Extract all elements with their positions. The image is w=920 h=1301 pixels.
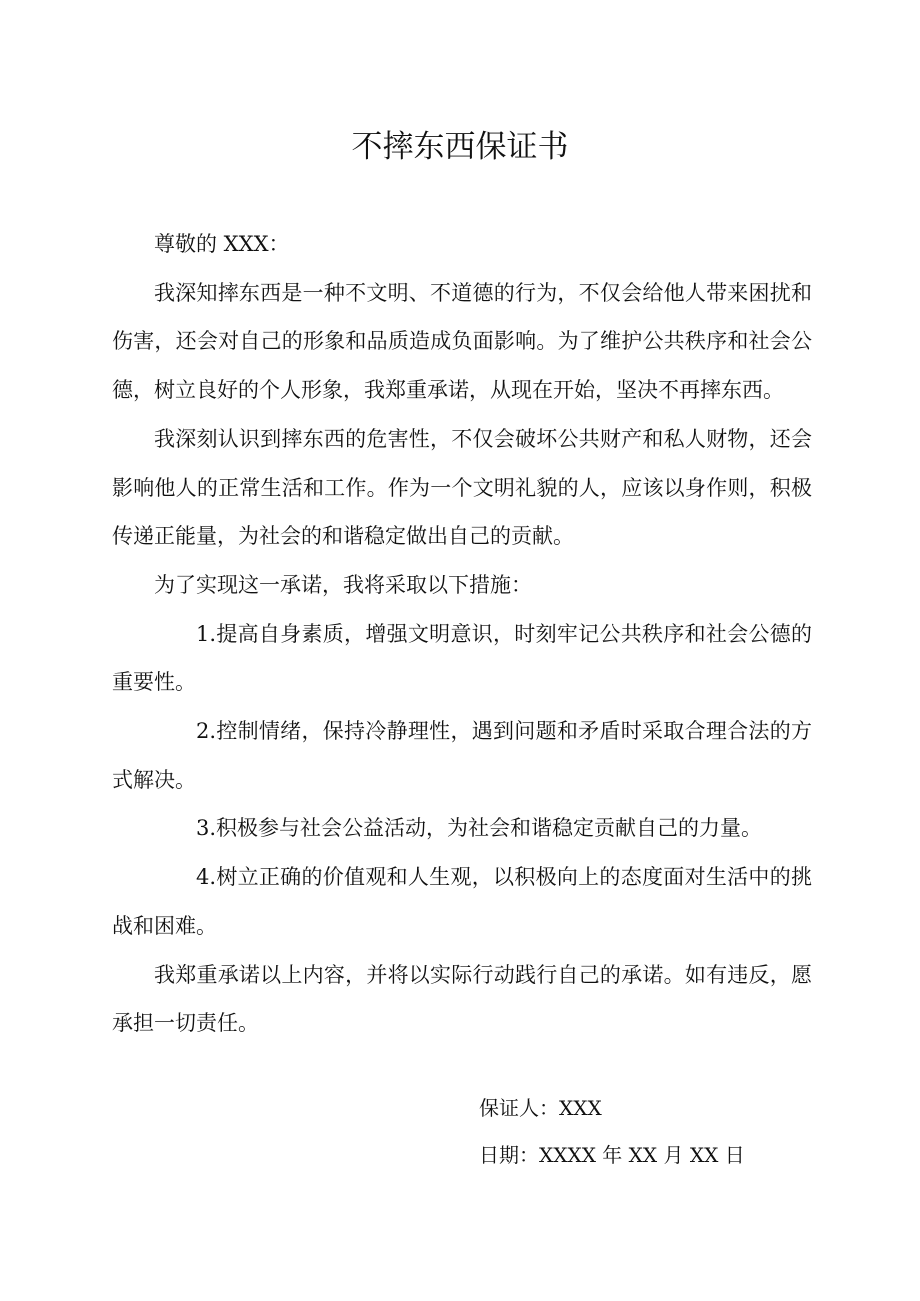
- date-line: 日期：XXXX 年 XX 月 XX 日: [479, 1143, 745, 1167]
- salutation: 尊敬的 XXX：: [154, 232, 290, 256]
- signer-line: 保证人：XXX: [479, 1096, 602, 1120]
- measure-text: .积极参与社会公益活动，为社会和谐稳定贡献自己的力量。: [209, 816, 763, 841]
- measure-item-3: [112, 804, 812, 853]
- paragraph-closing: 我郑重承诺以上内容，并将以实际行动践行自己的承诺。如有违反，愿承担一切责任。: [112, 962, 812, 1036]
- measure-item-2: [112, 707, 812, 804]
- paragraph-measures-intro: 为了实现这一承诺，我将采取以下措施：: [154, 572, 532, 597]
- measure-number: 2: [196, 719, 210, 744]
- measure-item-1: [112, 610, 812, 707]
- paragraph-awareness: 我深知摔东西是一种不文明、不道德的行为，不仅会给他人带来困扰和伤害，还会对自己的形象和品质造成负面影响。为了维护公共秩序和社会公德，树立良好的个人形象，我郑重承诺，从现在开始，坚决不再摔东西。: [112, 280, 812, 403]
- measure-text: .控制情绪，保持冷静理性，遇到问题和矛盾时采取合理合法的方式解决。: [112, 719, 812, 792]
- measure-text: .提高自身素质，增强文明意识，时刻牢记公共秩序和社会公德的重要性。: [112, 621, 812, 695]
- paragraph-harm: 我深刻认识到摔东西的危害性，不仅会破坏公共财产和私人财物，还会影响他人的正常生活和工作。作为一个文明礼貌的人，应该以身作则，积极传递正能量，为社会的和谐稳定做出自己的贡献。: [112, 426, 812, 549]
- document-body: [112, 220, 812, 1048]
- document-title: 不摔东西保证书: [351, 129, 569, 165]
- measure-item-4: [112, 853, 812, 950]
- measure-text: .树立正确的价值观和人生观，以积极向上的态度面对生活中的挑战和困难。: [112, 865, 812, 938]
- measure-number: 1: [196, 621, 210, 646]
- measure-number: 4: [196, 865, 210, 890]
- measure-number: 3: [196, 816, 210, 841]
